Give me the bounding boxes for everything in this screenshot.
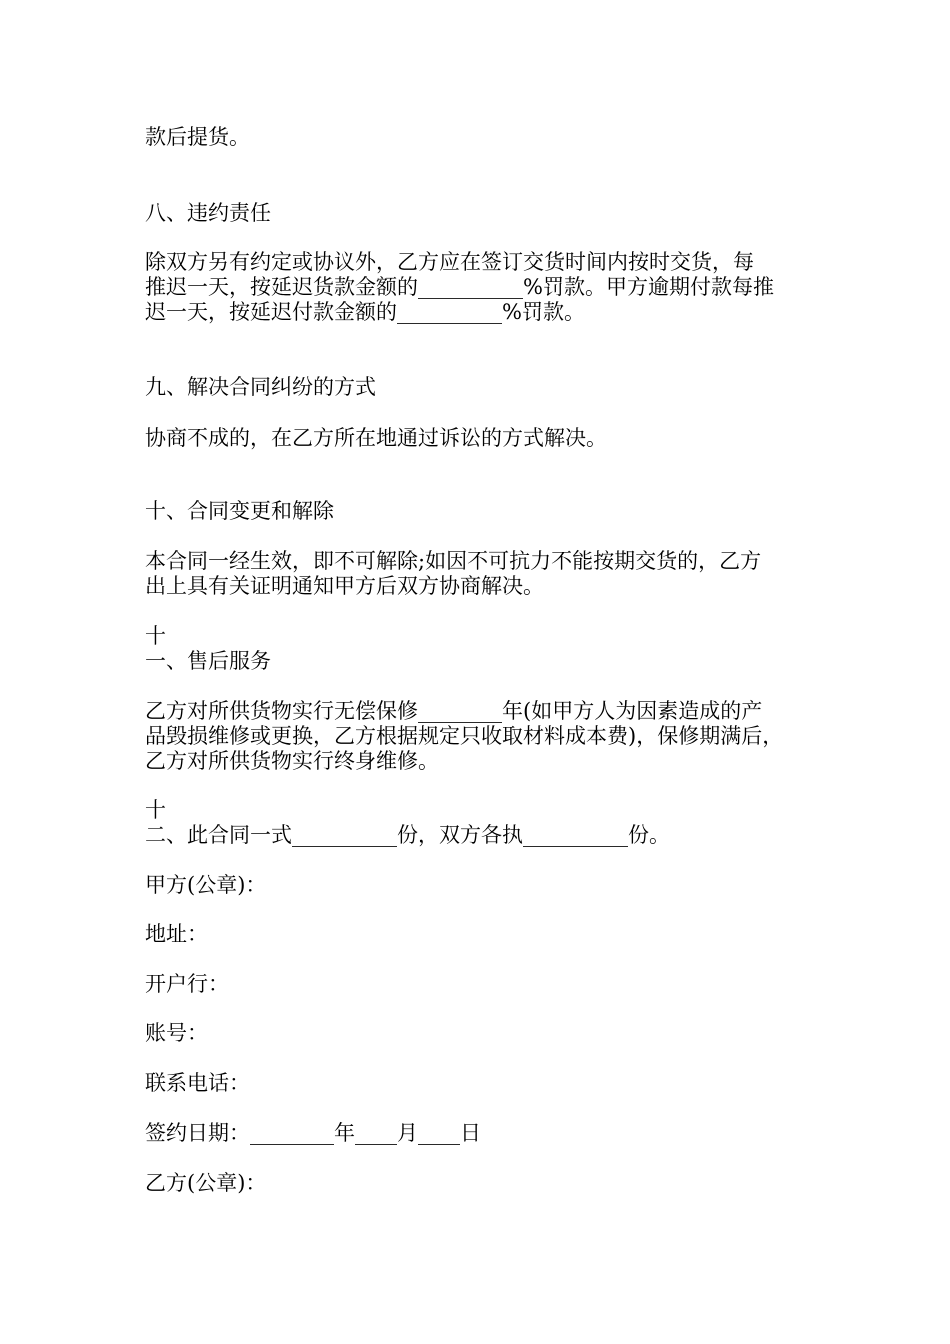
section-8-heading: 八、违约责任	[145, 201, 271, 225]
payment-text-end: 款后提货。	[145, 125, 250, 149]
section-8-line-2: 推迟一天，按延迟货款金额的__________%罚款。甲方逾期付款每推	[145, 275, 774, 299]
section-8-line-1: 除双方另有约定或协议外，乙方应在签订交货时间内按时交货，每	[145, 250, 754, 274]
section-9-heading: 九、解决合同纠纷的方式	[145, 375, 376, 399]
bank-label: 开户行：	[145, 972, 229, 996]
party-a-seal: 甲方(公章)：	[145, 873, 267, 897]
section-11-line-1: 乙方对所供货物实行无偿保修________年(如甲方人为因素造成的产	[145, 699, 763, 723]
section-8-line-3: 迟一天，按延迟付款金额的__________%罚款。	[145, 300, 585, 324]
section-11-heading: 一、售后服务	[145, 649, 271, 673]
section-10-heading: 十、合同变更和解除	[145, 499, 334, 523]
party-b-seal: 乙方(公章)：	[145, 1171, 267, 1195]
section-10-line-1: 本合同一经生效，即不可解除;如因不可抗力不能按期交货的，乙方	[145, 549, 762, 573]
phone-label: 联系电话：	[145, 1071, 250, 1095]
section-12-text: 二、此合同一式__________份，双方各执__________份。	[145, 823, 670, 847]
section-10-line-2: 出上具有关证明通知甲方后双方协商解决。	[145, 574, 544, 598]
section-12-number: 十	[145, 798, 166, 822]
signing-date: 签约日期：________年____月____日	[145, 1121, 481, 1145]
section-9-body: 协商不成的，在乙方所在地通过诉讼的方式解决。	[145, 426, 607, 450]
section-11-line-3: 乙方对所供货物实行终身维修。	[145, 749, 439, 773]
address-label: 地址：	[145, 922, 208, 946]
section-11-number: 十	[145, 624, 166, 648]
section-11-line-2: 品毁损维修或更换，乙方根据规定只收取材料成本费)，保修期满后，	[145, 724, 784, 748]
account-label: 账号：	[145, 1021, 208, 1045]
